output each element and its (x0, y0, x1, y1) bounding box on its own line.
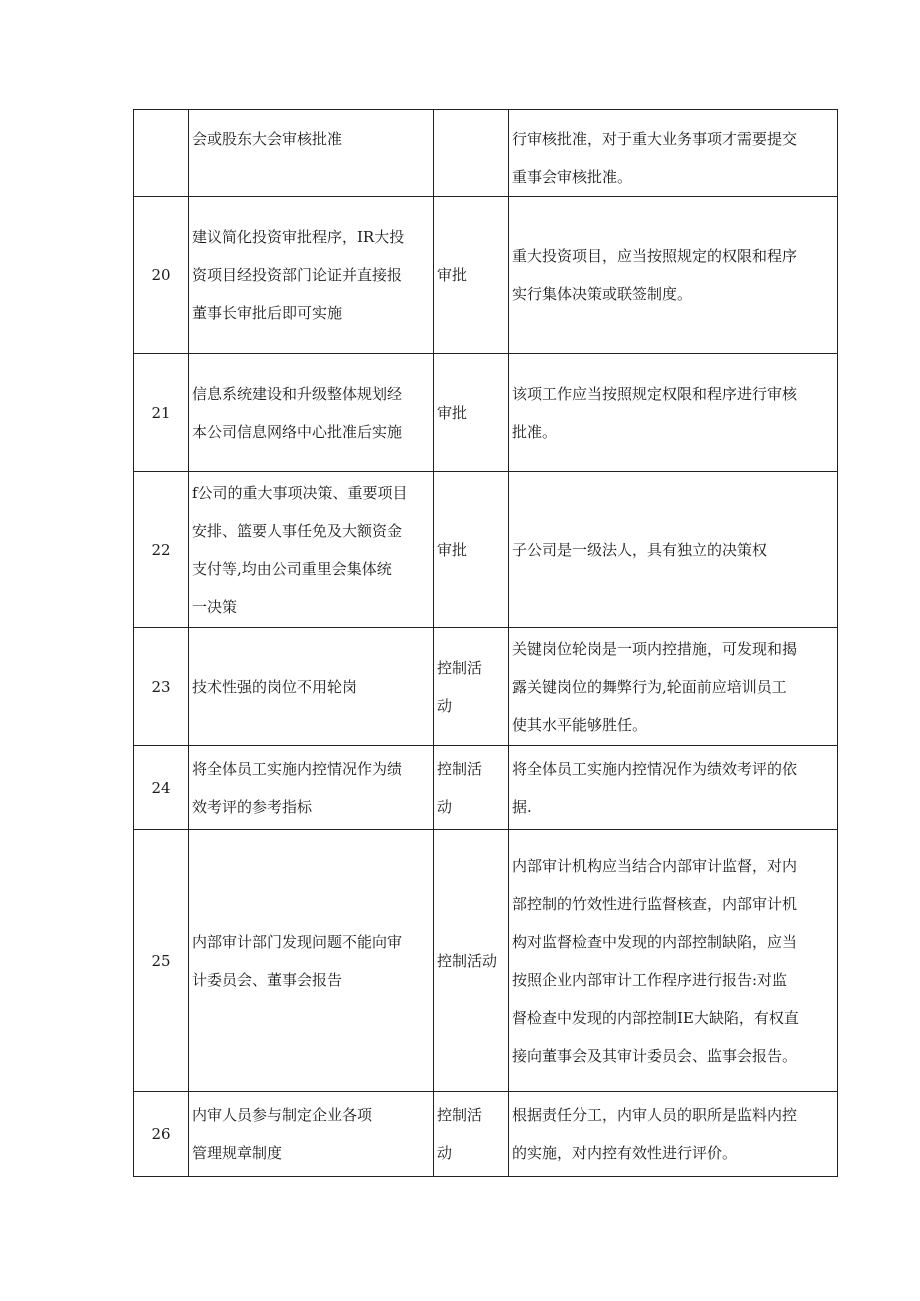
type-cell: 控制活 动 (434, 746, 509, 830)
audit-issues-table (133, 109, 838, 1177)
row-number: 23 (134, 628, 189, 746)
table-row (134, 197, 838, 354)
table-row (134, 746, 838, 830)
row-number: 24 (134, 746, 189, 830)
table-row (134, 472, 838, 628)
table-row (134, 830, 838, 1092)
type-cell (434, 110, 509, 197)
type-cell: 控制活 动 (434, 628, 509, 746)
issue-cell: f公司的重大事项决策、重要项目 安排、篮要人事任免及大额资金 支付等,均由公司重里会集体统 一决策 (189, 472, 434, 628)
type-cell: 控制活动 (434, 830, 509, 1092)
note-cell: 根据责任分工，内审人员的职所是监料内控 的实施，对内控有效性进行评价。 (509, 1092, 838, 1177)
type-cell: 审批 (434, 472, 509, 628)
issue-cell: 技术性强的岗位不用轮岗 (189, 628, 434, 746)
note-cell: 该项工作应当按照规定权限和程序进行审核 批准。 (509, 354, 838, 472)
type-cell: 审批 (434, 197, 509, 354)
note-cell: 重大投资项目，应当按照规定的权限和程序 实行集体决策或联签制度。 (509, 197, 838, 354)
note-cell: 子公司是一级法人，具有独立的决策权 (509, 472, 838, 628)
issue-cell: 会或股东大会审核批准 (189, 110, 434, 197)
row-number: 21 (134, 354, 189, 472)
row-number: 22 (134, 472, 189, 628)
row-number: 25 (134, 830, 189, 1092)
table-row (134, 354, 838, 472)
row-number (134, 110, 189, 197)
row-number: 20 (134, 197, 189, 354)
issue-cell: 将全体员工实施内控情况作为绩 效考评的参考指标 (189, 746, 434, 830)
note-cell: 行审核批准，对于重大业务事项才需要提交 重事会审核批准。 (509, 110, 838, 197)
note-cell: 将全体员工实施内控情况作为绩效考评的依 据. (509, 746, 838, 830)
type-cell: 控制活 动 (434, 1092, 509, 1177)
row-number: 26 (134, 1092, 189, 1177)
table-row (134, 1092, 838, 1177)
issue-cell: 内审人员参与制定企业各项 管理规章制度 (189, 1092, 434, 1177)
note-cell: 关键岗位轮岗是一项内控措施，可发现和揭 露关键岗位的舞弊行为,轮面前应培训员工 使其水平能够胜任。 (509, 628, 838, 746)
issue-cell: 建议简化投资审批程序，IR大投 资项目经投资部门论证并直接报 董事长审批后即可实施 (189, 197, 434, 354)
table-row (134, 110, 838, 197)
note-cell: 内部审计机构应当结合内部审计监督，对内 部控制的竹效性进行监督核查，内部审计机 构对监督检查中发现的内部控制缺陷，应当 按照企业内部审计工作程序进行报告:对监 督检查中发现的内部控制IE大缺陷，有权直 接向董事会及其审计委员会、监事会报告。 (509, 830, 838, 1092)
issue-cell: 内部审计部门发现问题不能向审 计委员会、董事会报告 (189, 830, 434, 1092)
table-row (134, 628, 838, 746)
issue-cell: 信息系统建设和升级整体规划经 本公司信息网络中心批准后实施 (189, 354, 434, 472)
type-cell: 审批 (434, 354, 509, 472)
